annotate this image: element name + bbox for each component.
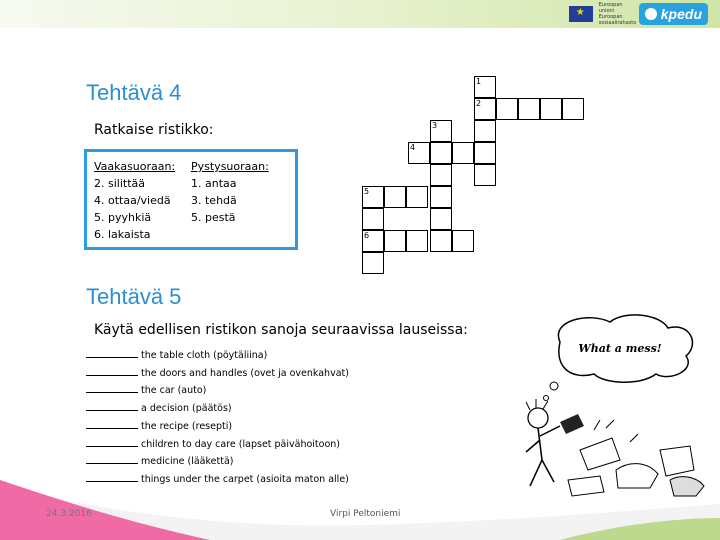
clue-down-1: 1. antaa (191, 177, 237, 190)
sentence-text: the recipe (resepti) (141, 420, 233, 432)
answer-blank[interactable] (86, 437, 138, 447)
crossword-cell[interactable] (384, 186, 406, 208)
crossword-cell[interactable] (406, 186, 428, 208)
crossword-number-1: 1 (476, 77, 482, 86)
clue-across-5: 5. pyyhkiä (94, 211, 152, 224)
task4-instruction: Ratkaise ristikko: (94, 122, 214, 138)
crossword-cell[interactable] (430, 230, 452, 252)
footer-date: 24.3.2016 (46, 509, 92, 519)
logo-group (569, 2, 708, 26)
sentence-text: the doors and handles (ovet ja ovenkahvat) (141, 367, 349, 379)
crossword-cell[interactable] (518, 98, 540, 120)
crossword-cell[interactable] (384, 230, 406, 252)
clue-across-4: 4. ottaa/viedä (94, 194, 171, 207)
clue-across-2: 2. silittää (94, 177, 145, 190)
sentence-text: things under the carpet (asioita maton alle) (141, 473, 349, 485)
answer-blank[interactable] (86, 472, 138, 482)
crossword-cell[interactable] (474, 142, 496, 164)
task5-instruction: Käytä edellisen ristikon sanoja seuraavissa lauseissa: (94, 322, 468, 338)
task4-title: Tehtävä 4 (86, 80, 182, 105)
sentence-text: a decision (päätös) (141, 403, 232, 415)
answer-blank[interactable] (86, 401, 138, 411)
crossword-cell[interactable] (430, 142, 452, 164)
sentence-line (86, 400, 349, 418)
footer-author: Virpi Peltoniemi (330, 509, 401, 519)
crossword-number-3: 3 (432, 121, 438, 130)
sentence-text: the table cloth (pöytäliina) (141, 350, 268, 361)
answer-blank[interactable] (86, 419, 138, 429)
crossword-cell[interactable] (540, 98, 562, 120)
answer-blank[interactable] (86, 454, 138, 464)
eu-logo-text: Euroopan unioni Euroopan sosiaalirahasto (598, 2, 637, 26)
down-clues (191, 158, 269, 226)
sentence-text: medicine (lääkettä) (141, 456, 234, 468)
crossword-cell[interactable] (362, 208, 384, 230)
crossword-number-6: 6 (364, 231, 370, 240)
clue-down-5: 5. pestä (191, 211, 236, 224)
crossword-cell[interactable] (474, 120, 496, 142)
crossword-number-4: 4 (410, 143, 416, 152)
across-clues (94, 158, 175, 243)
sentence-line (86, 436, 349, 454)
sentence-list (86, 347, 349, 489)
crossword-number-5: 5 (364, 187, 370, 196)
kpedu-logo (639, 3, 708, 25)
eu-flag-icon (569, 6, 593, 22)
crossword-cell[interactable] (562, 98, 584, 120)
messy-person-illustration (520, 310, 720, 500)
kpedu-logo-icon (645, 8, 657, 20)
sentence-line (86, 418, 349, 436)
sentence-line (86, 453, 349, 471)
kpedu-logo-text: kpedu (660, 6, 702, 22)
down-header: Pystysuoraan: (191, 160, 269, 173)
clues-box (84, 149, 298, 250)
across-header: Vaakasuoraan: (94, 160, 176, 173)
answer-blank[interactable] (86, 348, 138, 358)
crossword-cell[interactable] (362, 252, 384, 274)
crossword-cell[interactable] (496, 98, 518, 120)
crossword-cell[interactable] (430, 186, 452, 208)
sentence-line (86, 365, 349, 383)
sentence-line (86, 347, 349, 365)
answer-blank[interactable] (86, 366, 138, 376)
sentence-text: children to day care (lapset päivähoitoon) (141, 438, 341, 450)
crossword-cell[interactable] (430, 164, 452, 186)
speech-bubble-text: What a mess! (578, 342, 662, 355)
crossword-cell[interactable] (474, 164, 496, 186)
crossword-cell[interactable] (406, 230, 428, 252)
crossword-cell[interactable] (452, 142, 474, 164)
crossword-number-2: 2 (476, 99, 482, 108)
crossword-cell[interactable] (452, 230, 474, 252)
task5-title: Tehtävä 5 (86, 284, 182, 309)
sentence-line (86, 471, 349, 489)
sentence-text: the car (auto) (141, 385, 207, 397)
clue-across-6: 6. lakaista (94, 228, 151, 241)
answer-blank[interactable] (86, 383, 138, 393)
crossword-cell[interactable] (430, 208, 452, 230)
sentence-line (86, 382, 349, 400)
clue-down-3: 3. tehdä (191, 194, 237, 207)
